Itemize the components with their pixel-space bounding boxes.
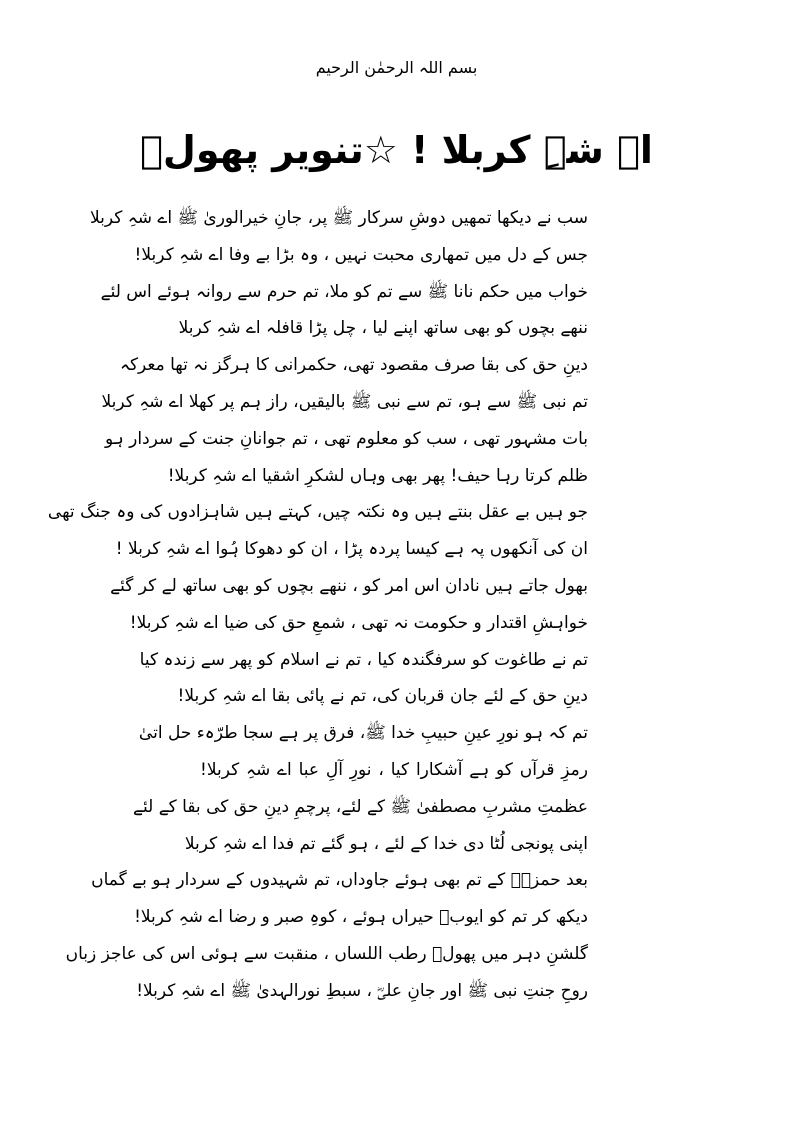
verse-line: دینِ حق کے لئے جان قربان کی، تم نے پائی بقا اے شہِ کربلا! [177,686,588,707]
verse-line: ظلم کرتا رہا حیف! پھر بھی وہاں لشکرِ اشقیا اے شہِ کربلا! [167,465,588,486]
verse-line: بعد حمزہؓ کے تم بھی ہوئے جاوداں، تم شہیدوں کے سردار ہو بے گماں [91,870,588,891]
verse-line: اپنی پونجی لُٹا دی خدا کے لئے ، ہو گئے تم فدا اے شہِ کربلا [184,833,588,854]
verse-line: سب نے دیکھا تمھیں دوشِ سرکار ﷺ پر، جانِ خیرالوریٰ ﷺ اے شہِ کربلا [90,208,588,228]
verse-line: رمزِ قرآں کو ہے آشکارا کیا ، نورِ آلِ عبا اے شہِ کربلا! [200,759,588,780]
bismillah-heading: بسم اللہ الرحمٰن الرحیم [315,58,478,77]
verse-line: دیکھ کر تم کو ایوبؑ حیراں ہوئے ، کوہِ صبر و رضا اے شہِ کربلا! [134,907,588,928]
verse-line: جو ہیں بے عقل بنتے ہیں وہ نکتہ چیں، کہتے ہیں شاہزادوں کی وہ جنگ تھی [47,502,588,523]
verse-line: روحِ جنتِ نبی ﷺ اور جانِ علیؓ ، سبطِ نورالہدیٰ ﷺ اے شہِ کربلا! [136,980,588,1001]
verse-line: گلشنِ دہر میں پھولؔ رطب اللساں ، منقبت سے ہوئی اس کی عاجز زباں [65,943,588,964]
verse-line: ننھے بچوں کو بھی ساتھ اپنے لیا ، چل پڑا قافلہ اے شہِ کربلا [178,318,588,339]
verse-line: ان کی آنکھوں پہ ہے کیسا پردہ پڑا ، ان کو دھوکا ہُوا اے شہِ کربلا ! [115,539,588,560]
verse-line: بھول جاتے ہیں نادان اس امر کو ، ننھے بچوں کو بھی ساتھ لے کر گئے [110,575,588,596]
verse-line: دینِ حق کی بقا صرف مقصود تھی، حکمرانی کا ہرگز نہ تھا معرکہ [119,355,588,376]
poem-title: اے شہِ کربلا ! ☆تنویر پھولؔ [140,128,653,172]
verse-line: تم کہ ہو نورِ عینِ حبیبِ خدا ﷺ، فرق پر ہے سجا طرّہء حل اتیٰ [138,723,588,744]
verse-line: بات مشہور تھی ، سب کو معلوم تھی ، تم جوانانِ جنت کے سردار ہو [104,428,588,449]
verse-line: خواب میں حکم نانا ﷺ سے تم کو ملا، تم حرم سے روانہ ہوئے اس لئے [100,281,588,302]
verse-line: جس کے دل میں تمھاری محبت نہیں ، وہ بڑا بے وفا اے شہِ کربلا! [134,244,588,265]
verse-line: خواہشِ اقتدار و حکومت نہ تھی ، شمعِ حق کی ضیا اے شہِ کربلا! [129,612,588,633]
verse-line: تم نے طاغوت کو سرفگندہ کیا ، تم نے اسلام کو پھر سے زندہ کیا [139,649,588,670]
verse-line: تم نبی ﷺ سے ہو، تم سے نبی ﷺ بالیقیں، راز ہم پر کھلا اے شہِ کربلا [101,391,588,412]
verse-line: عظمتِ مشربِ مصطفیٰ ﷺ کے لئے، پرچمِ دینِ حق کی بقا کے لئے [133,796,588,817]
poem-body [47,200,588,1010]
